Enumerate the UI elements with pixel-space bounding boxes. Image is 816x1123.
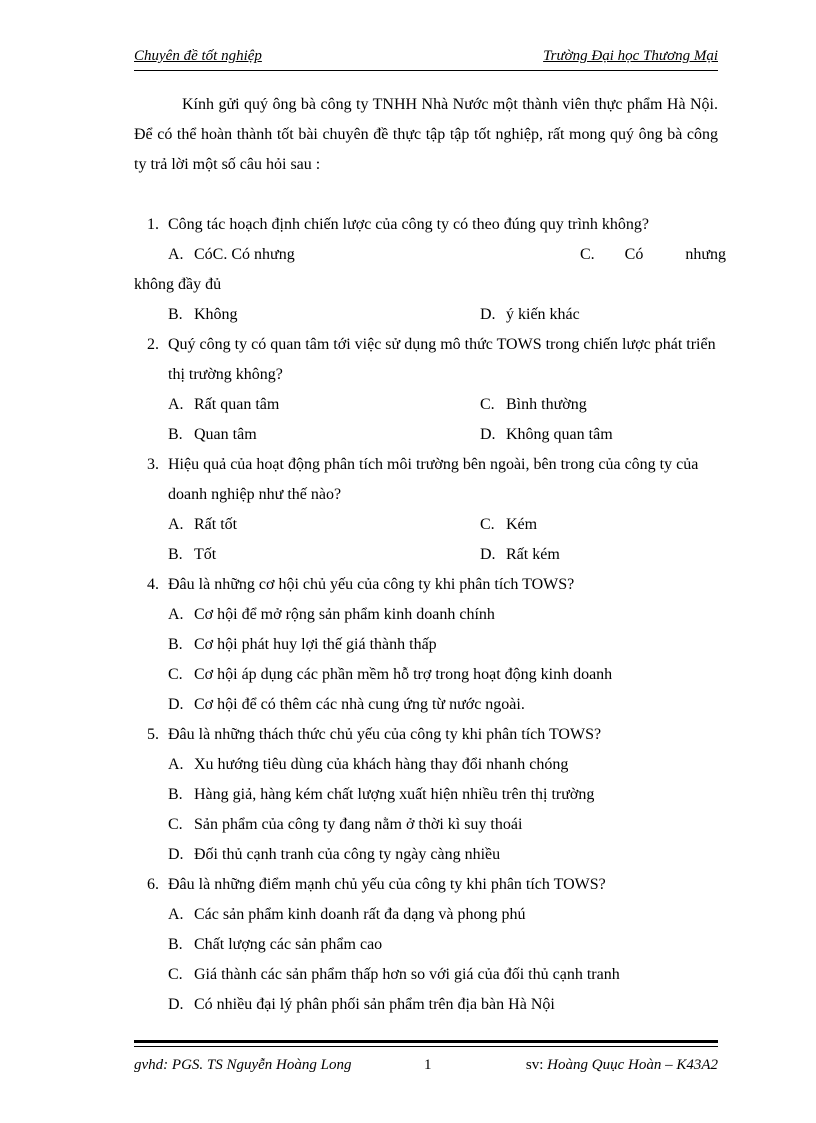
option-d [134,990,718,1020]
question-number: 2. [147,336,159,353]
option-a [168,390,279,420]
option-letter: B. [168,306,183,323]
option-letter: B. [168,786,183,803]
option-text: Có nhưng [624,246,727,263]
option-text: Các sản phẩm kinh doanh rất đa dạng và phong phú [194,906,526,923]
question-4 [134,570,718,720]
question-text [134,210,718,240]
option-text: Rất kém [506,546,560,563]
option-c-continuation: không đầy đủ [134,276,222,293]
option-letter: A. [168,906,184,923]
page-number: 1 [424,1057,432,1073]
option-text: ý kiến khác [506,306,580,323]
student-name: Hoàng Quục Hoàn – K43A2 [547,1057,718,1073]
option-letter: B. [168,426,183,443]
question-label: Đâu là những cơ hội chủ yếu của công ty khi phân tích TOWS? [168,576,575,593]
option-d [480,300,580,330]
footer-supervisor: gvhd: PGS. TS Nguyễn Hoàng Long [134,1057,352,1073]
option-a [168,510,237,540]
option-letter: A. [168,516,184,533]
option-text: Bình thường [506,396,587,413]
question-label: Quý công ty có quan tâm tới việc sử dụng mô thức TOWS trong chiến lược phát triển thị trường không? [168,336,716,383]
option-text: Rất quan tâm [194,396,280,413]
option-a [168,240,295,270]
footer-student [526,1057,718,1074]
option-row [134,390,718,420]
page-footer [134,1057,718,1079]
option-text: Sản phẩm của công ty đang nằm ở thời kì suy thoái [194,816,523,833]
option-b [168,300,238,330]
option-letter: C. [480,516,495,533]
option-letter: C. [580,246,595,263]
option-letter: D. [168,846,184,863]
option-text: Đối thủ cạnh tranh của công ty ngày càng nhiều [194,846,501,863]
option-letter: D. [168,996,184,1013]
question-3 [134,450,718,570]
option-row [134,510,718,540]
option-text: Kém [506,516,538,533]
question-2 [134,330,718,450]
question-number: 6. [147,876,159,893]
option-b [134,930,718,960]
option-letter: C. [168,966,183,983]
option-text: Chất lượng các sản phẩm cao [194,936,383,953]
option-a [134,750,718,780]
option-text: Không quan tâm [506,426,613,443]
question-text [134,330,718,390]
option-text: Rất tốt [194,516,238,533]
option-b [134,780,718,810]
question-label: Hiệu quả của hoạt động phân tích môi trường bên ngoài, bên trong của công ty của doanh nghiệp như thế nào? [168,456,699,503]
option-d [134,840,718,870]
option-text: Không [194,306,238,323]
option-text: Xu hướng tiêu dùng của khách hàng thay đổi nhanh chóng [194,756,569,773]
option-d [480,540,560,570]
question-label: Đâu là những điểm mạnh chủ yếu của công ty khi phân tích TOWS? [168,876,606,893]
question-number: 3. [147,456,159,473]
option-row [134,420,718,450]
option-letter: D. [480,306,496,323]
option-text: Cơ hội để có thêm các nhà cung ứng từ nước ngoài. [194,696,525,713]
option-text: Cơ hội để mở rộng sản phẩm kinh doanh chính [194,606,495,623]
question-number: 4. [147,576,159,593]
spacer [134,180,718,210]
question-label: Đâu là những thách thức chủ yếu của công ty khi phân tích TOWS? [168,726,602,743]
footer-rule-thin [134,1046,718,1047]
page-header [134,48,718,70]
question-6 [134,870,718,1020]
option-text: Tốt [194,546,217,563]
document-body [134,90,727,1020]
option-letter: D. [168,696,184,713]
option-b [168,540,216,570]
option-row [134,540,718,570]
student-label: sv: [525,1057,544,1073]
question-1 [134,210,727,330]
option-row [134,240,727,270]
option-letter: C. [168,666,183,683]
option-letter: A. [168,246,184,263]
option-a [134,900,718,930]
question-text [134,450,718,510]
option-d [480,420,613,450]
question-number: 1. [147,216,159,233]
option-letter: A. [168,756,184,773]
option-letter: A. [168,396,184,413]
option-row [134,300,718,330]
header-left-title: Chuyên đề tốt nghiệp [134,48,262,64]
question-text [134,870,718,900]
footer-rule-thick [134,1040,718,1043]
option-c [134,660,718,690]
option-letter: D. [480,546,496,563]
option-c [480,390,587,420]
option-letter: C. [168,816,183,833]
option-text: Hàng giả, hàng kém chất lượng xuất hiện nhiều trên thị trường [194,786,595,803]
option-text: Có nhiều đại lý phân phối sản phẩm trên địa bàn Hà Nội [194,996,555,1013]
question-text [134,570,718,600]
option-b [168,420,257,450]
question-label: Công tác hoạch định chiến lược của công ty có theo đúng quy trình không? [168,216,650,233]
option-text: Cơ hội phát huy lợi thế giá thành thấp [194,636,437,653]
option-c [134,810,718,840]
option-text: CóC. Có nhưng [194,246,295,263]
option-letter: B. [168,546,183,563]
option-a [134,600,718,630]
option-d [134,690,718,720]
option-c [480,510,537,540]
question-number: 5. [147,726,159,743]
option-b [134,630,718,660]
option-c [134,960,718,990]
option-c [580,240,726,270]
option-letter: B. [168,936,183,953]
intro-paragraph: Kính gửi quý ông bà công ty TNHH Nhà Nước một thành viên thực phẩm Hà Nội. Để có thể hoàn thành tốt bài chuyên đề thực tập tập tốt nghiệp, rất mong quý ông bà công ty trả lời một số câu hỏi sau : [134,96,718,173]
option-letter: B. [168,636,183,653]
question-text [134,720,718,750]
option-text: Giá thành các sản phẩm thấp hơn so với giá của đối thủ cạnh tranh [194,966,620,983]
header-right-title: Trường Đại học Thương Mại [543,48,718,64]
option-letter: C. [480,396,495,413]
option-letter: A. [168,606,184,623]
option-text: Cơ hội áp dụng các phần mềm hỗ trợ trong hoạt động kinh doanh [194,666,613,683]
option-letter: D. [480,426,496,443]
question-5 [134,720,718,870]
header-rule [134,70,718,71]
option-text: Quan tâm [194,426,257,443]
